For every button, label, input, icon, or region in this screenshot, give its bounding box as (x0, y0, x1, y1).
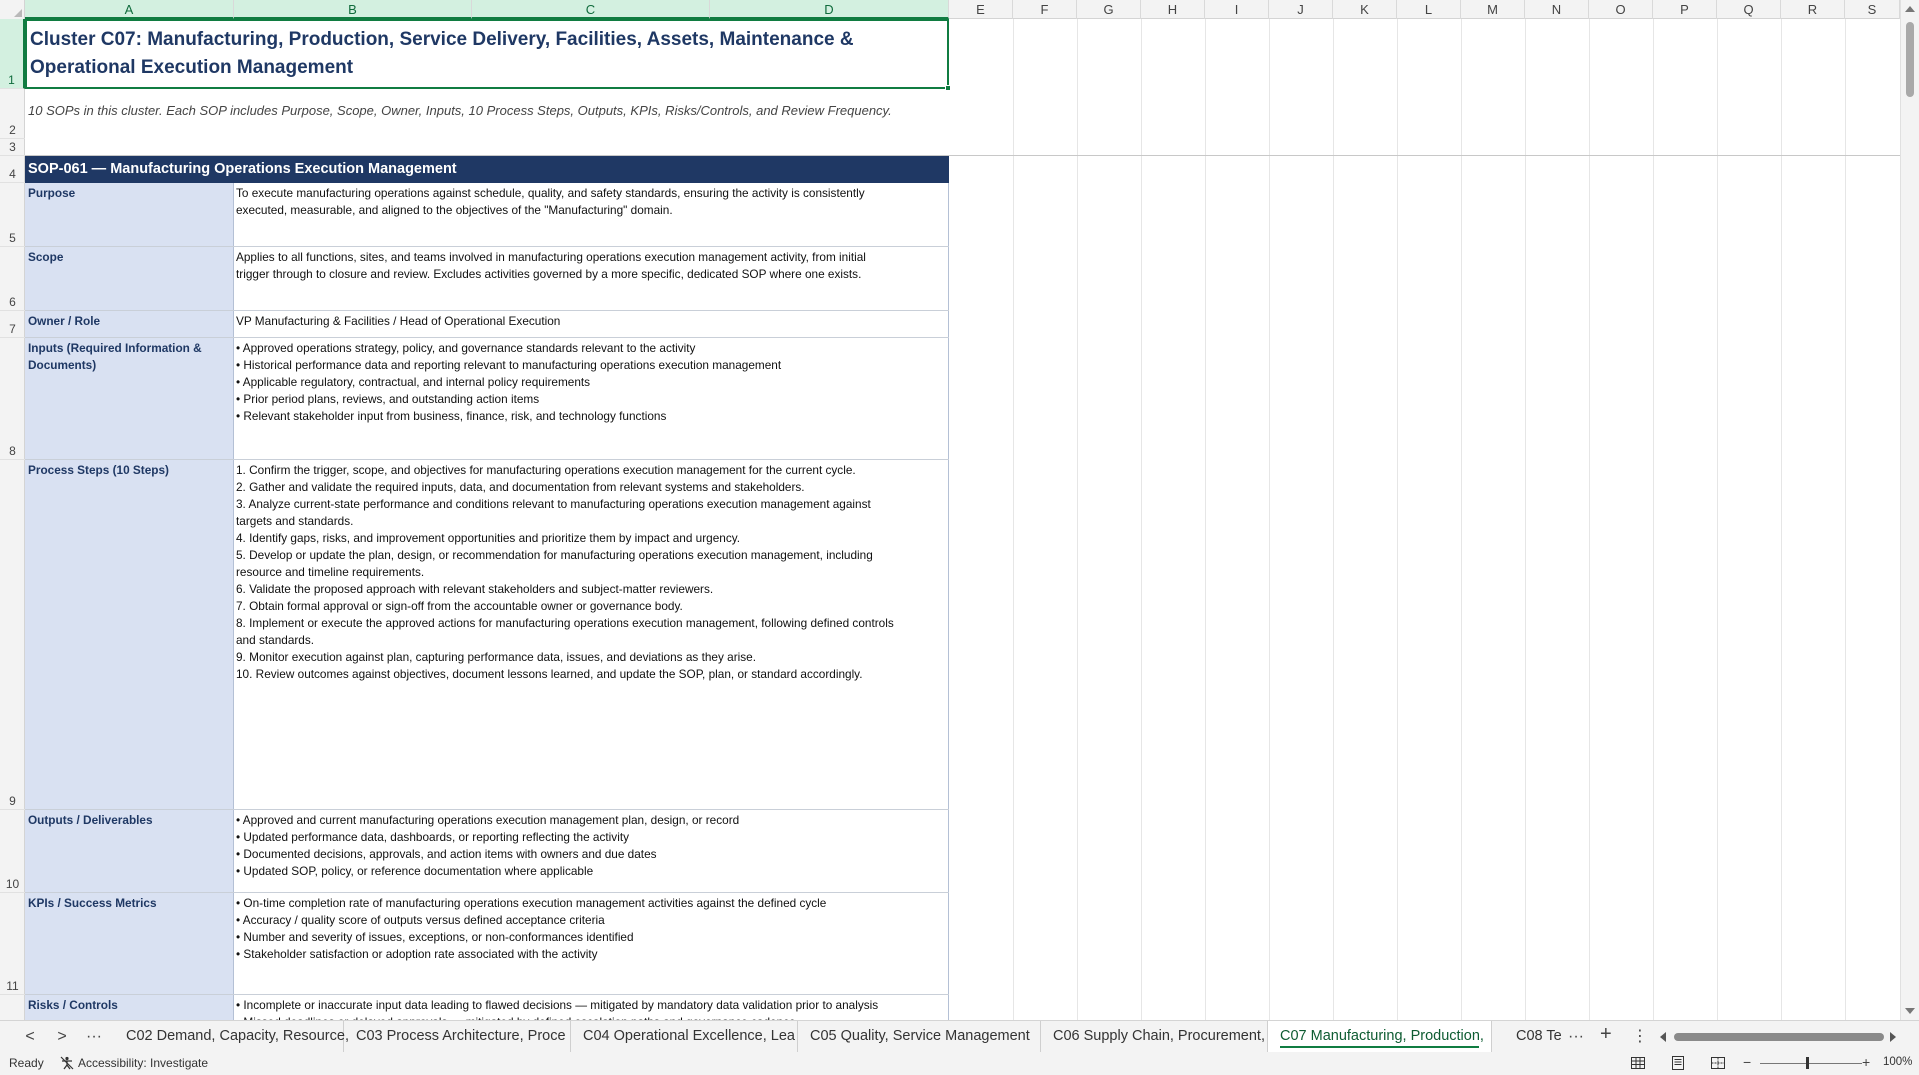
row-header-column (0, 19, 25, 1020)
column-header-n[interactable]: N (1525, 0, 1589, 19)
gridline (1781, 19, 1782, 1020)
row-label: Owner / Role (25, 311, 234, 337)
row-label: Outputs / Deliverables (25, 810, 234, 892)
column-header-p[interactable]: P (1653, 0, 1717, 19)
column-header-s[interactable]: S (1845, 0, 1900, 19)
row-header-1[interactable]: 1 (0, 19, 25, 89)
gridline (1077, 19, 1078, 1020)
active-tab-underline (1280, 1046, 1479, 1048)
sheet-tab-c04[interactable]: C04 Operational Excellence, Lea (571, 1021, 798, 1052)
column-header-r[interactable]: R (1781, 0, 1845, 19)
sheet-tab-c07-active[interactable] (1268, 1021, 1492, 1052)
active-tab-label: C07 Manufacturing, Production, (1280, 1028, 1484, 1044)
row-header-9[interactable]: 9 (0, 460, 25, 810)
tab-overflow-icon[interactable]: ··· (1568, 1028, 1584, 1045)
accessibility-label: Accessibility: Investigate (78, 1056, 209, 1070)
sop-row-scope[interactable] (25, 247, 949, 311)
sop-row-inputs[interactable] (25, 338, 949, 460)
sop-row-purpose[interactable] (25, 183, 949, 247)
row-value: • Approved operations strategy, policy, and governance standards relevant to the activity • Historical performance data and reporting relevant to manufacturing operations execution management • Applicable regulatory, contractual, and internal policy requirements • Prior period plans, reviews, and outstanding action items • Relevant stakeholder input from business, finance, risk, and technology functions (234, 338, 949, 459)
zoom-slider-knob[interactable] (1806, 1057, 1809, 1069)
sop-row-outputs[interactable] (25, 810, 949, 893)
row-header-11[interactable]: 11 (0, 893, 25, 995)
gridline (1717, 19, 1718, 1020)
row-header-7[interactable]: 7 (0, 311, 25, 338)
row-label: Purpose (25, 183, 234, 246)
gridline (1269, 19, 1270, 1020)
worksheet-grid[interactable] (25, 19, 1900, 1020)
gridline (1653, 19, 1654, 1020)
row-value: Applies to all functions, sites, and teams involved in manufacturing operations execution management activity, from initial trigger through to closure and review. Excludes activities governed by a more specific, dedicated SOP where one exists. (234, 247, 949, 310)
sheet-options-icon[interactable]: ⋮ (1632, 1028, 1648, 1045)
tab-scroll-next-icon[interactable]: > (57, 1028, 67, 1045)
column-header-f[interactable]: F (1013, 0, 1077, 19)
sheet-tab-c02[interactable]: C02 Demand, Capacity, Resource, (114, 1021, 344, 1052)
column-header-c[interactable]: C (472, 0, 710, 19)
column-header-row (0, 0, 1900, 19)
accessibility-status[interactable] (60, 1056, 208, 1070)
row-label: Inputs (Required Information & Documents) (25, 338, 234, 459)
sop-header[interactable]: SOP-061 — Manufacturing Operations Execution Management (25, 156, 949, 183)
normal-view-icon[interactable] (1630, 1055, 1646, 1071)
row-header-5[interactable]: 5 (0, 183, 25, 247)
gridline (1525, 19, 1526, 1020)
fill-handle[interactable] (945, 85, 951, 91)
row-header-10[interactable]: 10 (0, 810, 25, 893)
scroll-left-icon[interactable] (1660, 1032, 1666, 1042)
sheet-tab-c03[interactable]: C03 Process Architecture, Proce (344, 1021, 571, 1052)
cluster-title: Cluster C07: Manufacturing, Production, Service Delivery, Facilities, Assets, Maintenance & Operational Execution Management (30, 29, 854, 78)
scroll-down-icon[interactable] (1905, 1008, 1915, 1014)
vertical-scrollbar[interactable] (1900, 0, 1919, 1020)
row-value: VP Manufacturing & Facilities / Head of Operational Execution (234, 311, 949, 337)
horizontal-scrollbar[interactable] (1660, 1031, 1896, 1043)
sheet-tab-c08[interactable]: C08 Te (1516, 1028, 1562, 1044)
sheet-tab-bar (0, 1020, 1919, 1052)
scroll-up-icon[interactable] (1905, 6, 1915, 12)
row-value: To execute manufacturing operations against schedule, quality, and safety standards, ensuring the activity is consistently executed, measurable, and aligned to the objectives of the "Manufacturing" domain. (234, 183, 949, 246)
gridline (1205, 19, 1206, 1020)
row-value: 1. Confirm the trigger, scope, and objectives for manufacturing operations execution management for the current cycle. 2. Gather and validate the required inputs, data, and documentation from relevant systems and stakeholders. 3. Analyze current-state performance and conditions relevant to manufacturing operations execution management against targets and standards. 4. Identify gaps, risks, and improvement opportunities and prioritize them by impact and urgency. 5. Develop or update the plan, design, or recommendation for manufacturing operations execution management, including resource and timeline requirements. 6. Validate the proposed approach with relevant stakeholders and subject-matter reviewers. 7. Obtain formal approval or sign-off from the accountable owner or governance body. 8. Implement or execute the approved actions for manufacturing operations execution management, following defined controls and standards. 9. Monitor execution against plan, capturing performance data, issues, and deviations as they arise. 10. Review outcomes against objectives, document lessons learned, and update the SOP, plan, or standard accordingly. (234, 460, 949, 809)
gridline (1397, 19, 1398, 1020)
column-header-o[interactable]: O (1589, 0, 1653, 19)
row-value: • Incomplete or inaccurate input data leading to flawed decisions — mitigated by mandatory data validation prior to analysis (234, 995, 949, 1035)
accessibility-icon (60, 1056, 74, 1070)
select-all-corner[interactable] (0, 0, 25, 19)
row-value: • On-time completion rate of manufacturing operations execution management activities against the defined cycle • Accuracy / quality score of outputs versus defined acceptance criteria • Number and severity of issues, exceptions, or non-conformances identified • Stakeholder satisfaction or adoption rate associated with the activity (234, 893, 949, 994)
gridline (1141, 19, 1142, 1020)
column-header-g[interactable]: G (1077, 0, 1141, 19)
column-header-e[interactable]: E (949, 0, 1013, 19)
gridline (1461, 19, 1462, 1020)
cluster-subtitle[interactable]: 10 SOPs in this cluster. Each SOP includes Purpose, Scope, Owner, Inputs, 10 Process Steps, Outputs, KPIs, Risks/Controls, and Review Frequency. (28, 103, 892, 118)
column-header-m[interactable]: M (1461, 0, 1525, 19)
column-header-h[interactable]: H (1141, 0, 1205, 19)
row-header-3[interactable]: 3 (0, 139, 25, 156)
page-break-preview-icon[interactable] (1710, 1055, 1726, 1071)
sop-row-owner[interactable] (25, 311, 949, 338)
sheet-tab-c05[interactable]: C05 Quality, Service Management (798, 1021, 1041, 1052)
row-header-8[interactable]: 8 (0, 338, 25, 460)
column-header-l[interactable]: L (1397, 0, 1461, 19)
column-header-i[interactable]: I (1205, 0, 1269, 19)
row-value: • Approved and current manufacturing operations execution management plan, design, or record • Updated performance data, dashboards, or reporting reflecting the activity • Documented decisions, approvals, and action items with owners and due dates • Updated SOP, policy, or reference documentation where applicable (234, 810, 949, 892)
sheet-tab-c06[interactable]: C06 Supply Chain, Procurement, (1041, 1021, 1268, 1052)
column-header-b[interactable]: B (234, 0, 472, 19)
zoom-level[interactable]: 100% (1883, 1056, 1913, 1068)
sop-row-kpis[interactable] (25, 893, 949, 995)
vertical-scroll-thumb[interactable] (1906, 22, 1914, 97)
page-layout-view-icon[interactable] (1670, 1055, 1686, 1071)
row-label: KPIs / Success Metrics (25, 893, 234, 994)
status-ready: Ready (9, 1056, 44, 1070)
row-header-2[interactable]: 2 (0, 89, 25, 139)
status-bar (0, 1052, 1919, 1075)
column-header-d[interactable]: D (710, 0, 949, 19)
zoom-out-button[interactable]: − (1743, 1054, 1752, 1070)
gridline (1333, 19, 1334, 1020)
scroll-right-icon[interactable] (1890, 1032, 1896, 1042)
column-header-q[interactable]: Q (1717, 0, 1781, 19)
row-header-6[interactable]: 6 (0, 247, 25, 311)
gridline (1013, 19, 1014, 1020)
sop-row-process-steps[interactable] (25, 460, 949, 810)
row-header-4[interactable]: 4 (0, 156, 25, 183)
column-header-j[interactable]: J (1269, 0, 1333, 19)
column-header-k[interactable]: K (1333, 0, 1397, 19)
zoom-in-button[interactable]: + (1862, 1054, 1871, 1070)
add-sheet-icon[interactable]: + (1600, 1023, 1612, 1045)
row-label: Process Steps (10 Steps) (25, 460, 234, 809)
gridline (1589, 19, 1590, 1020)
zoom-slider[interactable] (1760, 1063, 1862, 1064)
horizontal-scroll-thumb[interactable] (1674, 1033, 1884, 1041)
row-label: Scope (25, 247, 234, 310)
gridline (1845, 19, 1846, 1020)
tab-scroll-prev-icon[interactable]: < (25, 1028, 35, 1045)
tab-more-icon[interactable]: ··· (86, 1028, 102, 1045)
row-label: Risks / Controls (25, 995, 234, 1035)
column-header-a[interactable]: A (25, 0, 234, 19)
selected-title-cell[interactable] (25, 19, 949, 89)
